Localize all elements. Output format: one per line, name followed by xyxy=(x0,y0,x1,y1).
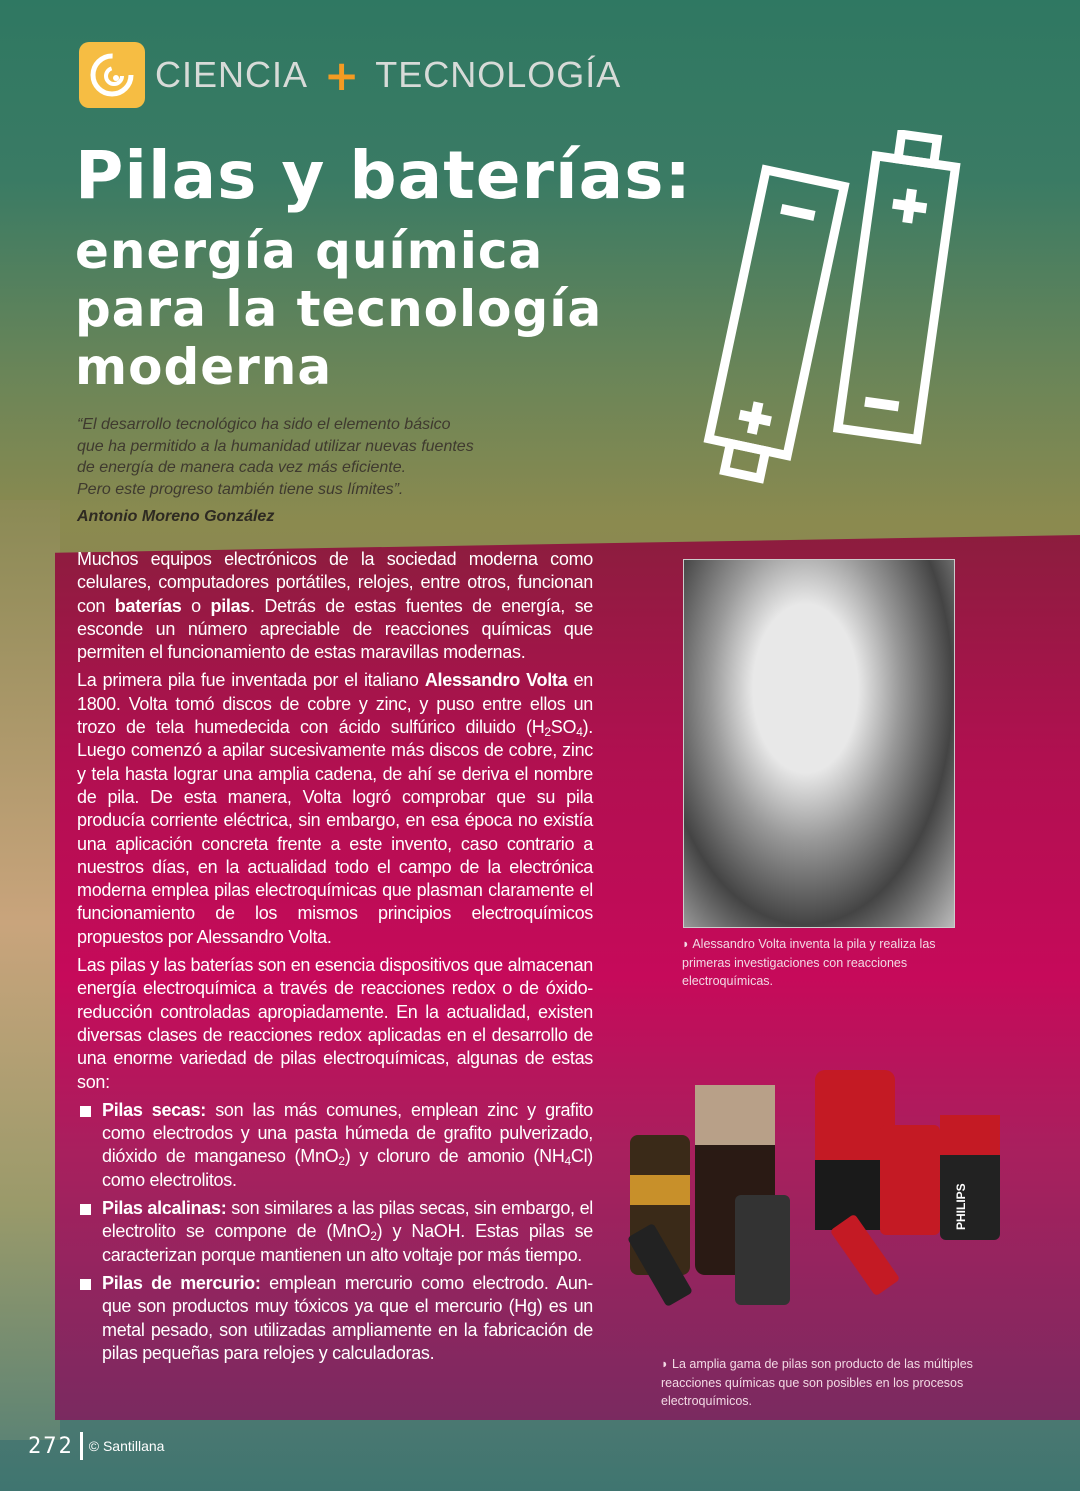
brand-tecnologia: TECNOLOGÍA xyxy=(375,54,622,95)
text: La primera pila fue inventada por el italiano xyxy=(77,670,425,691)
quote-author: Antonio Moreno González xyxy=(77,508,275,525)
text: ) y cloruro de amonio (NH xyxy=(344,1146,565,1167)
quote-line: que ha permitido a la humanidad utilizar nuevas fuentes xyxy=(77,437,474,455)
subscript: 4 xyxy=(564,1154,571,1169)
text: SO xyxy=(550,717,577,738)
brand-plus: + xyxy=(324,50,360,100)
epigraph-quote xyxy=(77,414,597,500)
page-footer xyxy=(28,1432,164,1460)
battery-types-list xyxy=(77,1099,593,1365)
text: emplean mercurio como electrodo. Aun-que son productos muy tóxicos ya que el mercurio (Hg) es un metal pesado, son utilizadas ampliamente en la fabricación de pilas pequeñas para relojes y calculadoras. xyxy=(102,1272,593,1363)
subscript: 2 xyxy=(338,1154,345,1169)
paragraph-redox: Las pilas y las baterías son en esencia dispositivos que almacenan energía electroquímica a través de reacciones redox o de óxido-reducción controladas apropiadamente. En la actualidad, existen diversas clases de reacciones redox aplicadas en el desarrollo de una enorme variedad de pilas electroquímicas, algunas de estas son: xyxy=(77,955,593,1092)
page-subtitle xyxy=(75,222,602,396)
subtitle-line: energía química xyxy=(75,222,544,280)
subscript: 4 xyxy=(576,725,583,740)
caption-text: Alessandro Volta inventa la pila y realiza las primeras investigaciones con reacciones electroquímicas. xyxy=(682,937,936,988)
list-item xyxy=(77,1197,593,1267)
quote-line: “El desarrollo tecnológico ha sido el elemento básico xyxy=(77,416,451,433)
batteries-photo xyxy=(625,1065,1010,1315)
brand-ciencia: CIENCIA xyxy=(155,54,309,95)
quote-line: Pero este progreso también tiene sus límites”. xyxy=(77,480,404,498)
item-term: Pilas de mercurio: xyxy=(102,1272,261,1293)
page-number: 272 xyxy=(28,1433,74,1459)
left-decor-band xyxy=(0,500,60,1440)
quote-line: de energía de manera cada vez más eficiente. xyxy=(77,459,407,476)
term-pilas: pilas xyxy=(210,595,251,616)
copyright: © Santillana xyxy=(88,1438,165,1454)
article-body xyxy=(77,548,593,1370)
page-title: Pilas y baterías: xyxy=(75,137,692,214)
text: Muchos equipos electrónicos de la sociedad moderna como celulares, computadores portátiles, relojes, entre otros, funcionan con xyxy=(77,549,593,616)
paragraph-intro xyxy=(77,548,593,664)
section-header xyxy=(79,42,621,108)
battery-brand-label: PHILIPS xyxy=(954,1183,968,1230)
footer-divider xyxy=(80,1432,83,1460)
text: ) y NaOH. Estas pilas se caracterizan porque mantienen un alto voltaje por más tiempo. xyxy=(102,1221,593,1265)
subscript: 2 xyxy=(370,1229,377,1244)
list-item xyxy=(77,1272,593,1365)
item-term: Pilas alcalinas: xyxy=(102,1198,227,1219)
text: Cl) como electrolitos. xyxy=(102,1146,593,1190)
term-baterias: baterías xyxy=(114,595,182,616)
volta-caption: ◗ Alessandro Volta inventa la pila y realiza las primeras investigaciones con reacciones electroquímicas. xyxy=(682,937,936,988)
text: o xyxy=(181,595,211,616)
text: son similares a las pilas secas, sin embargo, el electrolito se compone de (MnO xyxy=(102,1198,593,1242)
subscript: 2 xyxy=(544,725,551,740)
battery-illustration-icon xyxy=(680,130,990,500)
batteries-caption: ◗ La amplia gama de pilas son producto de las múltiples reacciones químicas que son posibles en los procesos electroquímicos. xyxy=(661,1357,973,1408)
list-item xyxy=(77,1099,593,1192)
text: en 1800. Volta tomó discos de cobre y zinc, y puso entre ellos un trozo de tela humedecida con ácido sulfúrico diluido (H xyxy=(77,670,594,738)
text: . Detrás de estas fuentes de energía, se esconde un número apreciable de reacciones químicas que permiten el funcionamiento de estas maravillas modernas. xyxy=(77,595,593,663)
subtitle-line: para la tecnología xyxy=(75,280,603,338)
caption-text: La amplia gama de pilas son producto de las múltiples reacciones químicas que son posibles en los procesos electroquímicos. xyxy=(661,1357,973,1408)
paragraph-volta xyxy=(77,669,593,949)
item-term: Pilas secas: xyxy=(102,1099,206,1120)
term-volta: Alessandro Volta xyxy=(424,670,568,691)
volta-portrait-image xyxy=(683,559,955,928)
swirl-logo-icon xyxy=(79,42,145,108)
text: son las más comunes, emplean zinc y grafito como electrodos y una pasta húmeda de grafito pulverizado, dióxido de manganeso (MnO xyxy=(102,1099,593,1167)
subtitle-line: moderna xyxy=(75,338,333,396)
text: ). Luego comenzó a apilar sucesivamente más discos de cobre, zinc y tela hasta lograr una amplia cadena, de ahí se deriva el nombre de pila. De esta manera, Volta logró comprobar que su pila producía corriente eléctrica, sin embargo, en esa época no existía una aplicación concreta frente a este invento, caso contrario a nuestros días, en la actualidad todo el campo de la electrónica moderna emplea pilas electroquímicas que plasman claramente el funcionamiento de los mismos principios electroquímicos propuestos por Alessandro Volta. xyxy=(77,717,593,947)
